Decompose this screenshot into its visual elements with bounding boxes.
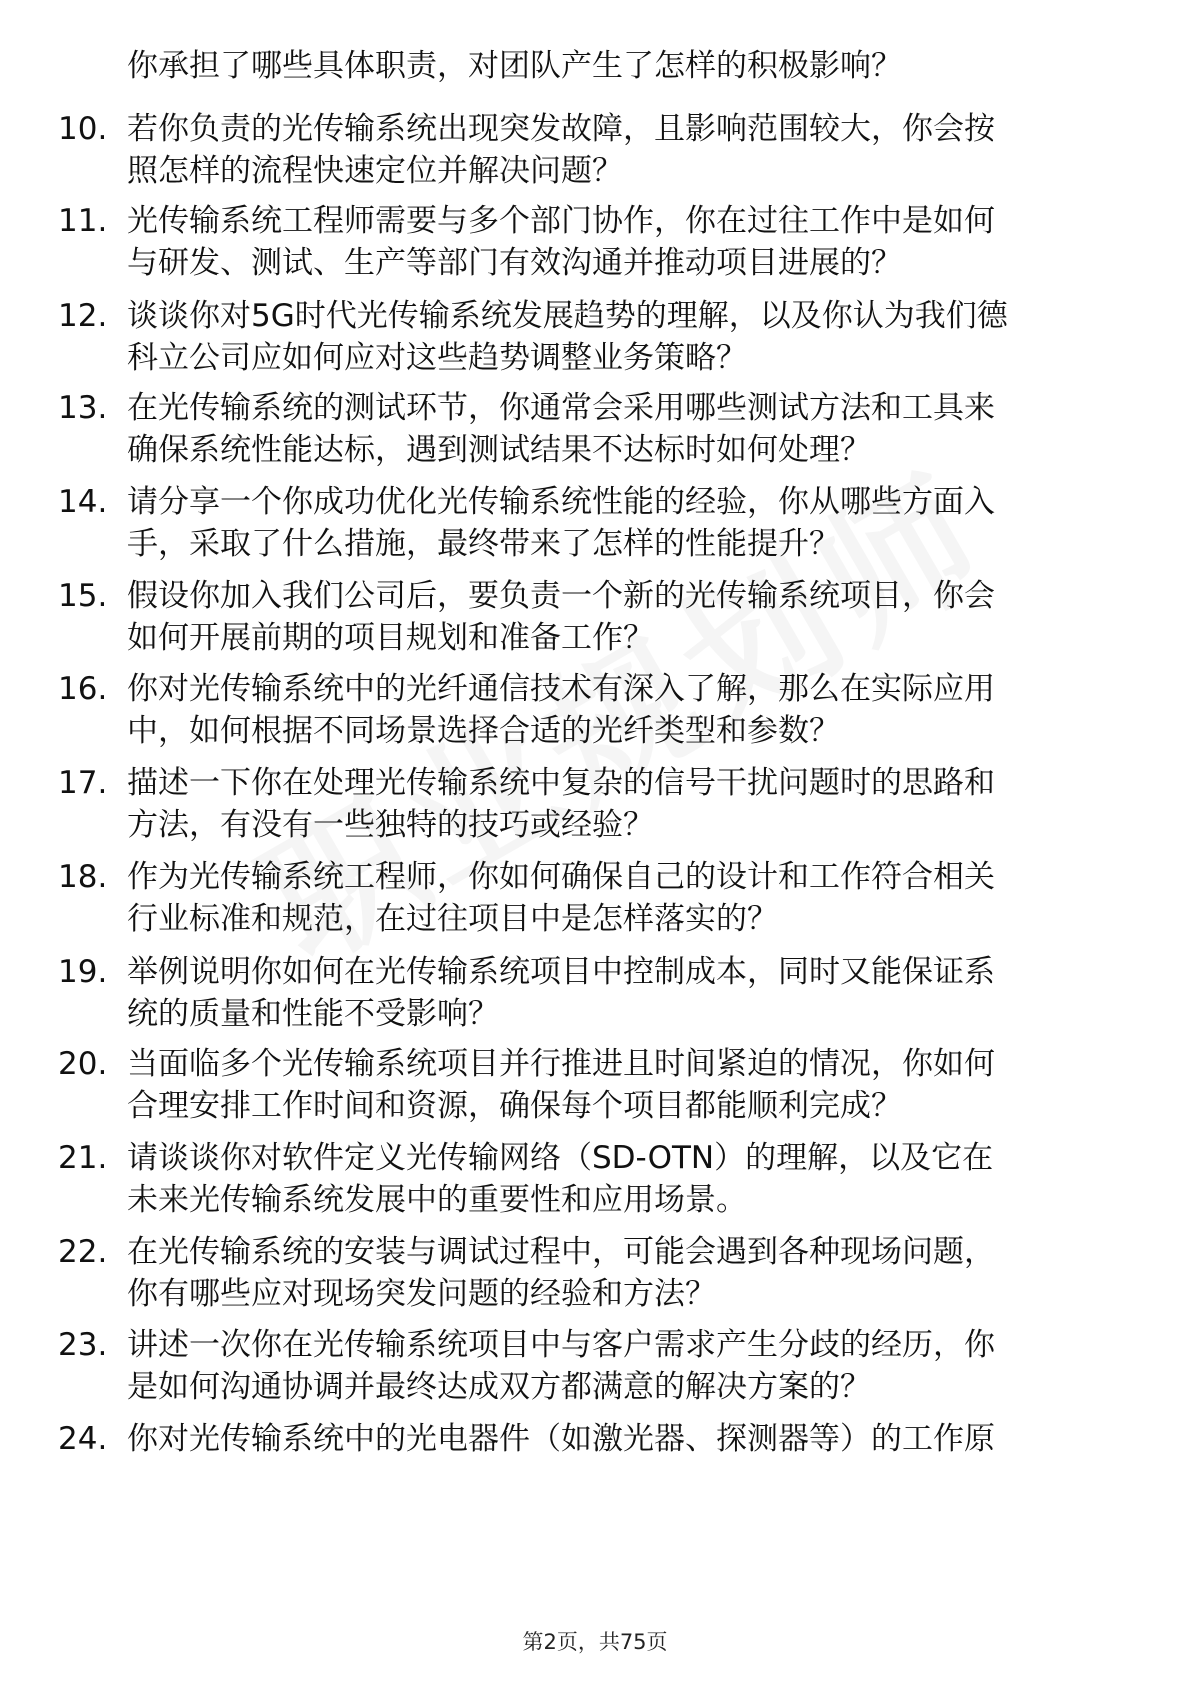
question-number: 15.: [58, 578, 108, 614]
question-text-line-1: 假设你加入我们公司后，要负责一个新的光传输系统项目，你会: [127, 578, 995, 614]
question-text-line-1: 你对光传输系统中的光电器件（如激光器、探测器等）的工作原: [127, 1421, 995, 1457]
question-text-line-1: 讲述一次你在光传输系统项目中与客户需求产生分歧的经历，你: [127, 1327, 995, 1363]
question-number: 16.: [58, 671, 108, 707]
question-number: 11.: [58, 203, 108, 239]
question-number: 19.: [58, 954, 108, 990]
question-text-line-2: 合理安排工作时间和资源，确保每个项目都能顺利完成？: [127, 1088, 902, 1124]
question-text-line-2: 科立公司应如何应对这些趋势调整业务策略？: [127, 340, 747, 376]
page-footer: 第2页，共75页: [522, 1630, 668, 1654]
question-text-line-1: 作为光传输系统工程师，你如何确保自己的设计和工作符合相关: [127, 859, 995, 895]
question-text-line-2: 统的质量和性能不受影响？: [127, 996, 499, 1032]
question-number: 12.: [58, 298, 108, 334]
question-number: 10.: [58, 111, 108, 147]
question-text-line-1: 在光传输系统的安装与调试过程中，可能会遇到各种现场问题，: [127, 1234, 995, 1270]
question-text-line-1: 谈谈你对5G时代光传输系统发展趋势的理解，以及你认为我们德: [127, 298, 1008, 334]
question-text-line-2: 确保系统性能达标，遇到测试结果不达标时如何处理？: [127, 432, 871, 468]
question-text-line-2: 手，采取了什么措施，最终带来了怎样的性能提升？: [127, 526, 840, 562]
question-text-line-2: 方法，有没有一些独特的技巧或经验？: [127, 807, 654, 843]
question-text-line-2: 是如何沟通协调并最终达成双方都满意的解决方案的？: [127, 1369, 871, 1405]
continuation-text: 你承担了哪些具体职责，对团队产生了怎样的积极影响？: [127, 48, 902, 84]
question-text-line-2: 如何开展前期的项目规划和准备工作？: [127, 620, 654, 656]
question-number: 22.: [58, 1234, 108, 1270]
question-text-line-2: 中，如何根据不同场景选择合适的光纤类型和参数？: [127, 713, 840, 749]
question-text-line-1: 在光传输系统的测试环节，你通常会采用哪些测试方法和工具来: [127, 390, 995, 426]
question-number: 17.: [58, 765, 108, 801]
question-text-line-2: 未来光传输系统发展中的重要性和应用场景。: [127, 1182, 747, 1218]
question-text-line-1: 描述一下你在处理光传输系统中复杂的信号干扰问题时的思路和: [127, 765, 995, 801]
question-text-line-1: 请谈谈你对软件定义光传输网络（SD-OTN）的理解，以及它在: [127, 1140, 994, 1176]
question-text-line-2: 与研发、测试、生产等部门有效沟通并推动项目进展的？: [127, 245, 902, 281]
question-text-line-1: 你对光传输系统中的光纤通信技术有深入了解，那么在实际应用: [127, 671, 995, 707]
question-number: 23.: [58, 1327, 108, 1363]
question-number: 18.: [58, 859, 108, 895]
question-text-line-2: 照怎样的流程快速定位并解决问题？: [127, 153, 623, 189]
question-text-line-1: 举例说明你如何在光传输系统项目中控制成本，同时又能保证系: [127, 954, 995, 990]
question-text-line-1: 若你负责的光传输系统出现突发故障，且影响范围较大，你会按: [127, 111, 995, 147]
question-number: 21.: [58, 1140, 108, 1176]
question-number: 13.: [58, 390, 108, 426]
question-number: 20.: [58, 1046, 108, 1082]
question-number: 14.: [58, 484, 108, 520]
question-text-line-1: 请分享一个你成功优化光传输系统性能的经验，你从哪些方面入: [127, 484, 995, 520]
question-number: 24.: [58, 1421, 108, 1457]
question-text-line-2: 行业标准和规范，在过往项目中是怎样落实的？: [127, 901, 778, 937]
question-text-line-1: 光传输系统工程师需要与多个部门协作，你在过往工作中是如何: [127, 203, 995, 239]
question-text-line-2: 你有哪些应对现场突发问题的经验和方法？: [127, 1276, 716, 1312]
question-text-line-1: 当面临多个光传输系统项目并行推进且时间紧迫的情况，你如何: [127, 1046, 995, 1082]
